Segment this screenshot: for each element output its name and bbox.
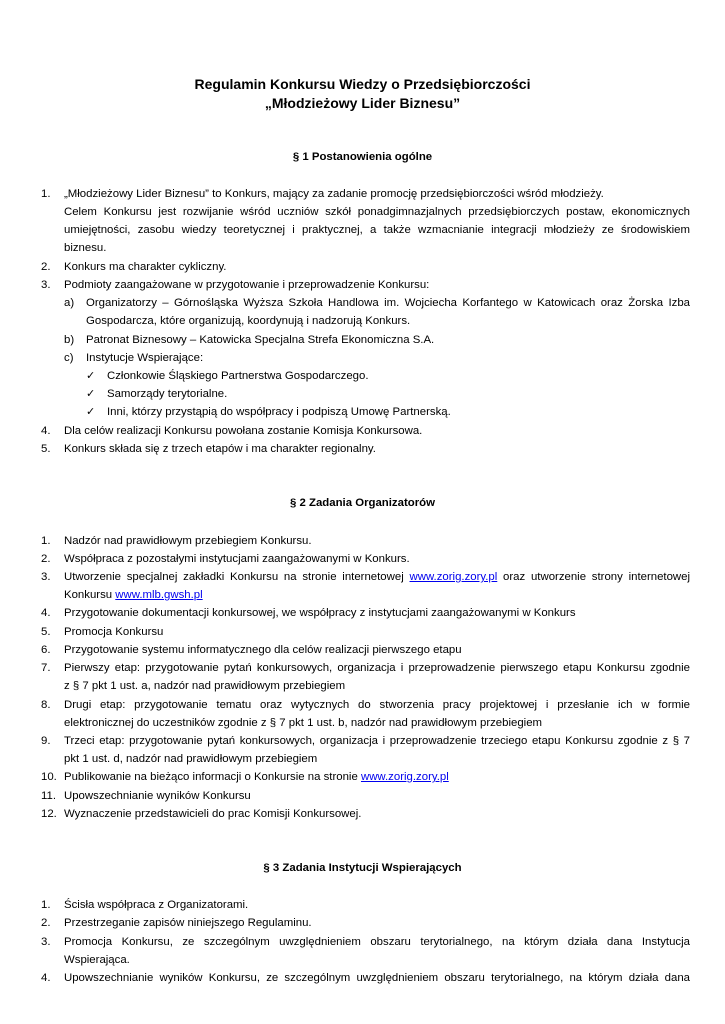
- list-number: 3.: [41, 279, 51, 291]
- checkmark-icon: ✓: [86, 388, 96, 400]
- list-item-text: Celem Konkursu jest rozwijanie wśród uczniów szkół ponadgimnazjalnych przedsiębiorczych postaw, ekonomicznych: [64, 206, 690, 218]
- list-number: 11.: [41, 790, 56, 802]
- list-number: 2.: [41, 917, 51, 929]
- sub-list-text: Instytucje Wspierające:: [86, 352, 204, 364]
- list-number: 10.: [41, 771, 57, 783]
- mlb-website-link[interactable]: www.mlb.gwsh.pl: [115, 589, 203, 601]
- list-number: 6.: [41, 644, 51, 656]
- list-item-text: Konkurs ma charakter cykliczny.: [64, 261, 227, 273]
- list-item-text: Podmioty zaangażowane w przygotowanie i przeprowadzenie Konkursu:: [64, 279, 430, 291]
- section-2-heading: § 2 Zadania Organizatorów: [290, 497, 435, 509]
- sub-list-label: a): [64, 297, 75, 309]
- section-3-heading: § 3 Zadania Instytucji Wspierających: [263, 862, 462, 874]
- document-title-line-1: Regulamin Konkursu Wiedzy o Przedsiębiorczości: [194, 76, 531, 92]
- list-item-text: Utworzenie specjalnej zakładki Konkursu na stronie internetowej www.zorig.zory.pl oraz utworzenie strony internetowej: [64, 571, 690, 583]
- zorig-website-link[interactable]: www.zorig.zory.pl: [409, 571, 498, 583]
- list-item-text: Trzeci etap: przygotowanie pytań konkursowych, organizacja i przeprowadzenie trzeciego etapu Konkursu zgodnie z § 7: [64, 735, 690, 747]
- list-number: 2.: [41, 553, 51, 565]
- list-number: 5.: [41, 626, 51, 638]
- list-item-text: Przygotowanie dokumentacji konkursowej, we współpracy z instytucjami zaangażowanymi w Konkurs: [64, 607, 576, 619]
- bullet-text: Inni, którzy przystąpią do współpracy i podpiszą Umowę Partnerską.: [107, 406, 451, 418]
- sub-list-label: c): [64, 352, 74, 364]
- list-item-text: Konkursu www.mlb.gwsh.pl: [64, 589, 203, 601]
- list-item-text: Wyznaczenie przedstawicieli do prac Komisji Konkursowej.: [64, 808, 362, 820]
- sub-list-label: b): [64, 334, 75, 346]
- list-number: 5.: [41, 443, 51, 455]
- list-item-text: Ścisła współpraca z Organizatorami.: [64, 899, 249, 911]
- checkmark-icon: ✓: [86, 370, 96, 382]
- checkmark-icon: ✓: [86, 406, 96, 418]
- list-item-text: elektronicznej do uczestników zgodnie z § 7 pkt 1 ust. b, nadzór nad prawidłowym przebiegiem: [64, 717, 543, 729]
- list-item-text: Współpraca z pozostałymi instytucjami zaangażowanymi w Konkurs.: [64, 553, 410, 565]
- list-item-text: Nadzór nad prawidłowym przebiegiem Konkursu.: [64, 535, 312, 547]
- section-1-heading: § 1 Postanowienia ogólne: [292, 151, 433, 163]
- list-number: 4.: [41, 607, 51, 619]
- list-item-text: Upowszechnianie wyników Konkursu: [64, 790, 251, 802]
- zorig-website-link[interactable]: www.zorig.zory.pl: [360, 771, 449, 783]
- bullet-text: Członkowie Śląskiego Partnerstwa Gospodarczego.: [107, 370, 369, 382]
- list-item-text: umiejętności, zasobu wiedzy teoretycznej i praktycznej, a także wzmacnianie integracji młodzieży ze środowiskiem: [64, 224, 690, 236]
- sub-list-text: Gospodarcza, które organizują, koordynują i nadzorują Konkurs.: [86, 315, 411, 327]
- list-number: 7.: [41, 662, 51, 674]
- list-number: 1.: [41, 899, 51, 911]
- list-number: 12.: [41, 808, 57, 820]
- bullet-text: Samorządy terytorialne.: [107, 388, 228, 400]
- list-item-text: pkt 1 ust. d, nadzór nad prawidłowym przebiegiem: [64, 753, 318, 765]
- document-title-line-2: „Młodzieżowy Lider Biznesu”: [264, 95, 461, 111]
- sub-list-text: Organizatorzy – Górnośląska Wyższa Szkoła Handlowa im. Wojciecha Korfantego w Katowicach oraz Żorska Izba: [86, 297, 690, 309]
- list-item-text: z § 7 pkt 1 ust. a, nadzór nad prawidłowym przebiegiem: [64, 680, 346, 692]
- list-item-text: Upowszechnianie wyników Konkursu, ze szczególnym uwzględnieniem obszaru terytorialnego, na którym działa dana: [64, 972, 690, 984]
- list-item-text: Dla celów realizacji Konkursu powołana zostanie Komisja Konkursowa.: [64, 425, 423, 437]
- list-item-text: Wspierająca.: [64, 954, 130, 966]
- list-number: 1.: [41, 535, 51, 547]
- list-number: 2.: [41, 261, 51, 273]
- list-item-text: Promocja Konkursu, ze szczególnym uwzględnieniem obszaru terytorialnego, na którym działa dana Instytucja: [64, 936, 690, 948]
- list-item-text: Publikowanie na bieżąco informacji o Konkursie na stronie www.zorig.zory.pl: [64, 771, 449, 783]
- list-item-text: Konkurs składa się z trzech etapów i ma charakter regionalny.: [64, 443, 376, 455]
- list-item-text: biznesu.: [64, 242, 107, 254]
- list-number: 3.: [41, 936, 51, 948]
- list-number: 4.: [41, 425, 51, 437]
- list-item-text: „Młodzieżowy Lider Biznesu” to Konkurs, mający za zadanie promocję przedsiębiorczości wśród młodzieży.: [64, 188, 604, 200]
- list-number: 3.: [41, 571, 51, 583]
- list-number: 8.: [41, 699, 51, 711]
- list-item-text: Promocja Konkursu: [64, 626, 164, 638]
- list-item-text: Drugi etap: przygotowanie tematu oraz wytycznych do stworzenia pracy projektowej i przesłanie ich w formie: [64, 699, 690, 711]
- sub-list-text: Patronat Biznesowy – Katowicka Specjalna Strefa Ekonomiczna S.A.: [86, 334, 435, 346]
- list-item-text: Pierwszy etap: przygotowanie pytań konkursowych, organizacja i przeprowadzenie pierwszego etapu Konkursu zgodnie: [64, 662, 690, 674]
- list-item-text: Przygotowanie systemu informatycznego dla celów realizacji pierwszego etapu: [64, 644, 462, 656]
- list-number: 1.: [41, 188, 51, 200]
- list-item-text: Przestrzeganie zapisów niniejszego Regulaminu.: [64, 917, 312, 929]
- list-number: 4.: [41, 972, 51, 984]
- list-number: 9.: [41, 735, 51, 747]
